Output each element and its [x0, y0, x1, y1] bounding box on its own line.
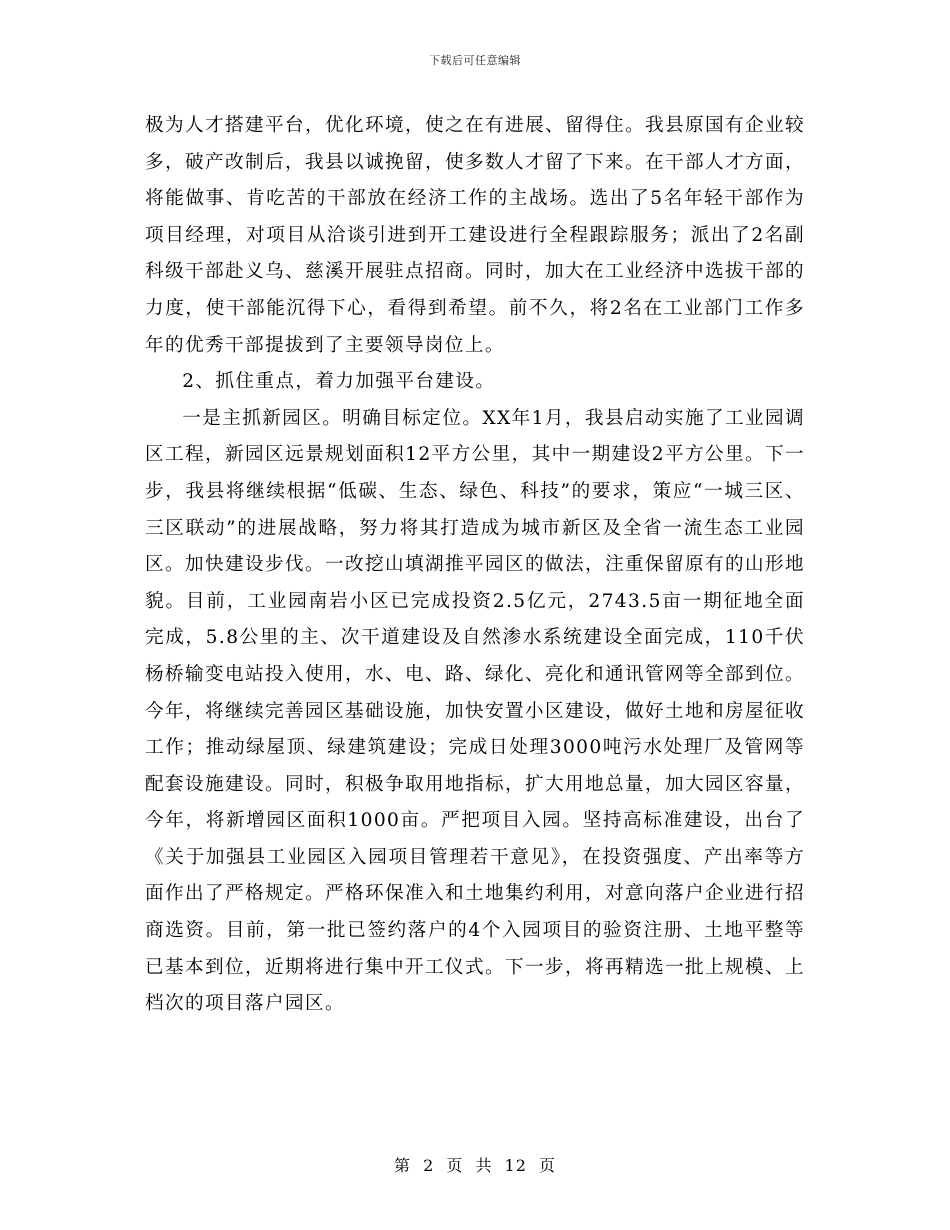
document-body [145, 108, 805, 1023]
paragraph-park: 一是主抓新园区。明确目标定位。XX年1月，我县启动实施了工业园调区工程，新园区远景规划面积12平方公里，其中一期建设2平方公里。下一步，我县将继续根据“低碳、生态、绿色、科技”的要求，策应“一城三区、三区联动”的进展战略，努力将其打造成为城市新区及全省一流生态工业园区。加快建设步伐。一改挖山填湖推平园区的做法，注重保留原有的山形地貌。目前，工业园南岩小区已完成投资2.5亿元，2743.5亩一期征地全面完成，5.8公里的主、次干道建设及自然渗水系统建设全面完成，110千伏杨桥输变电站投入使用，水、电、路、绿化、亮化和通讯管网等全部到位。今年，将继续完善园区基础设施，加快安置小区建设，做好土地和房屋征收工作；推动绿屋顶、绿建筑建设；完成日处理3000吨污水处理厂及管网等配套设施建设。同时，积极争取用地指标，扩大用地总量，加大园区容量，今年，将新增园区面积1000亩。严把项目入园。坚持高标准建设，出台了《关于加强县工业园区入园项目管理若干意见》，在投资强度、产出率等方面作出了严格规定。严格环保准入和土地集约利用，对意向落户企业进行招商选资。目前，第一批已签约落户的4个入园项目的验资注册、土地平整等已基本到位，近期将进行集中开工仪式。下一步，将再精选一批上规模、上档次的项目落户园区。 [145, 407, 805, 1015]
section-heading: 2、抓住重点，着力加强平台建设。 [182, 371, 496, 393]
page-number: 第 2 页 共 12 页 [394, 1156, 556, 1175]
page-header-note: 下载后可任意编辑 [429, 54, 521, 67]
paragraph-talent: 极为人才搭建平台，优化环境，使之在有进展、留得住。我县原国有企业较多，破产改制后，我县以诚挽留，使多数人才留了下来。在干部人才方面，将能做事、肯吃苦的干部放在经济工作的主战场。选出了5名年轻干部作为项目经理，对项目从洽谈引进到开工建设进行全程跟踪服务；派出了2名副科级干部赴义乌、慈溪开展驻点招商。同时，加大在工业经济中选拔干部的力度，使干部能沉得下心，看得到希望。前不久，将2名在工业部门工作多年的优秀干部提拔到了主要领导岗位上。 [145, 115, 805, 356]
